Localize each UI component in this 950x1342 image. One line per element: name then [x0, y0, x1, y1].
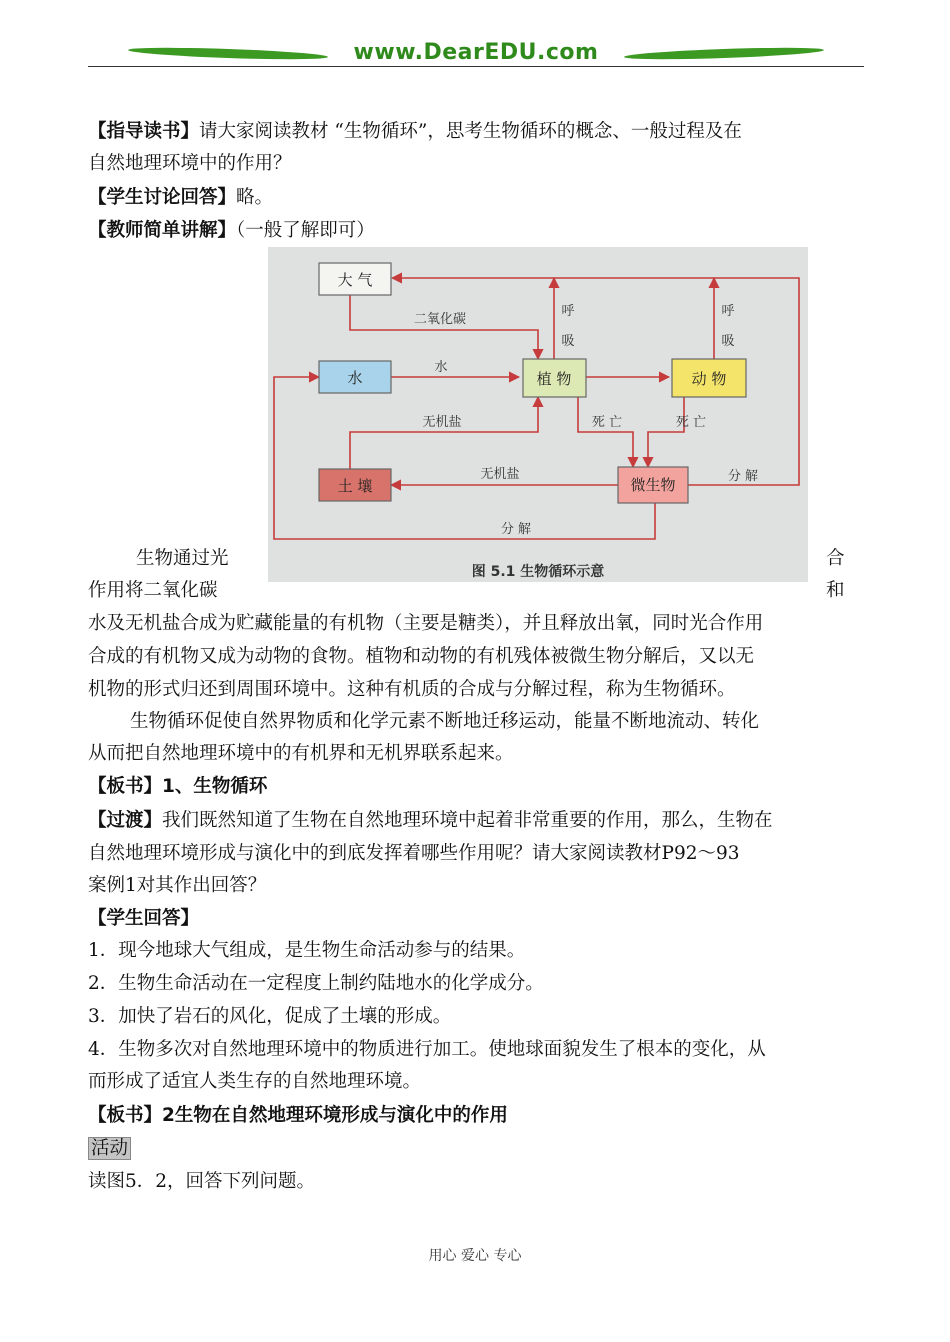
transition-line1	[88, 808, 773, 834]
board-note-1	[88, 774, 267, 800]
label-breathe1b: 吸	[561, 334, 575, 349]
activity-line	[88, 1136, 131, 1162]
page-header	[88, 38, 864, 72]
activity-label: 活动	[88, 1137, 131, 1160]
answer-1: 1．现今地球大气组成，是生物生命活动参与的结果。	[88, 940, 526, 961]
label-death1: 死 亡	[591, 415, 623, 430]
label-breathe1: 呼	[561, 304, 575, 319]
diagram-caption: 图 5.1 生物循环示意	[471, 564, 605, 580]
board-text-2: 2生物在自然地理环境形成与演化中的作用	[162, 1105, 508, 1126]
label-minerals1: 无机盐	[422, 415, 462, 430]
para4-line3: 水及无机盐合成为贮藏能量的有机物（主要是糖类），并且释放出氧，同时光合作用	[88, 613, 764, 634]
arrow-co2	[350, 295, 538, 359]
label-microbe: 微生物	[630, 476, 676, 494]
arrow-microbe-water	[274, 377, 655, 539]
transition-tag: 【过渡】	[88, 810, 163, 831]
arrow-soil-plant	[350, 397, 538, 469]
label-water: 水	[347, 369, 363, 387]
para5-line2: 从而把自然地理环境中的有机界和无机界联系起来。	[88, 743, 514, 764]
answer-3: 3．加快了岩石的风化，促成了土壤的形成。	[88, 1006, 452, 1027]
site-logo[interactable]: www.DearEDU.com	[353, 40, 599, 65]
label-co2: 二氧化碳	[413, 312, 467, 327]
arrow-animal-death	[648, 397, 684, 467]
read-figure-line: 读图5．2，回答下列问题。	[88, 1171, 316, 1192]
label-minerals2: 无机盐	[480, 467, 520, 482]
label-soil: 土 壤	[337, 477, 373, 495]
transition-text1: 我们既然知道了生物在自然地理环境中起着非常重要的作用，那么，生物在	[162, 810, 773, 831]
transition-line3: 案例1对其作出回答？	[88, 875, 267, 896]
answer-4-line1: 4．生物多次对自然地理环境中的物质进行加工。使地球面貌发生了根本的变化，从	[88, 1039, 766, 1060]
reading-guide-text1: 请大家阅读教材 “生物循环”，思考生物循环的概念、一般过程及在	[199, 121, 742, 142]
teacher-explain-line	[88, 218, 375, 244]
bio-cycle-diagram	[268, 247, 808, 582]
student-answer-heading	[88, 906, 199, 932]
reading-guide-line1	[88, 119, 742, 145]
label-atmosphere: 大 气	[337, 271, 373, 289]
label-breathe2b: 吸	[721, 334, 735, 349]
student-discussion-tag: 【学生讨论回答】	[88, 187, 237, 208]
board-note-2	[88, 1103, 508, 1129]
label-decompose2: 分 解	[500, 522, 532, 537]
student-discussion-line	[88, 185, 273, 211]
label-breathe2: 呼	[721, 304, 735, 319]
board-text-1: 1、生物循环	[162, 776, 268, 797]
label-plant: 植 物	[536, 370, 572, 388]
board-tag-2: 【板书】	[88, 1105, 163, 1126]
para5-line1: 生物循环促使自然界物质和化学元素不断地迁移运动，能量不断地流动、转化	[130, 711, 760, 732]
student-answer-tag: 【学生回答】	[88, 908, 200, 929]
label-death2: 死 亡	[675, 415, 707, 430]
teacher-explain-tag: 【教师简单讲解】	[88, 220, 237, 241]
para4-line4: 合成的有机物又成为动物的食物。植物和动物的有机残体被微生物分解后，又以无	[88, 646, 755, 667]
answer-2: 2．生物生命活动在一定程度上制约陆地水的化学成分。	[88, 973, 544, 994]
board-tag-1: 【板书】	[88, 776, 163, 797]
header-rule	[88, 66, 864, 67]
para4-left1: 生物通过光	[136, 548, 229, 569]
para4-left2: 作用将二氧化碳	[88, 580, 218, 601]
label-decompose1: 分 解	[727, 469, 759, 484]
para4-line5: 机物的形式归还到周围环境中。这种有机质的合成与分解过程，称为生物循环。	[88, 679, 736, 700]
reading-guide-line2: 自然地理环境中的作用？	[88, 153, 292, 174]
para4-right2: 和	[826, 580, 845, 601]
reading-guide-tag: 【指导读书】	[88, 121, 200, 142]
answer-4-line2: 而形成了适宜人类生存的自然地理环境。	[88, 1071, 422, 1092]
teacher-explain-text: （一般了解即可）	[236, 220, 375, 241]
label-animal: 动 物	[691, 370, 727, 388]
transition-line2: 自然地理环境形成与演化中的到底发挥着哪些作用呢？请大家阅读教材P92～93	[88, 843, 740, 864]
arrow-plant-death	[578, 397, 633, 467]
student-discussion-text: 略。	[236, 187, 274, 208]
label-water-arrow: 水	[434, 360, 448, 375]
para4-right1: 合	[826, 548, 845, 569]
page-footer: 用心 爱心 专心	[428, 1248, 522, 1264]
